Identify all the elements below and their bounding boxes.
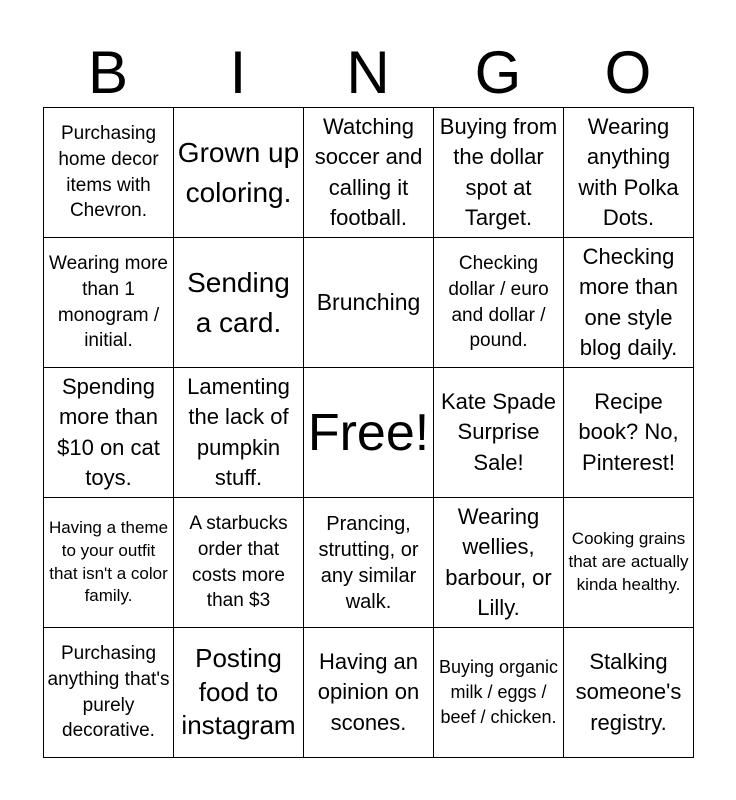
bingo-grid	[43, 107, 694, 758]
cell-text: Purchasing anything that's purely decorative.	[47, 643, 170, 742]
cell-text: Prancing, strutting, or any similar walk.	[318, 512, 419, 613]
bingo-cell[interactable]	[434, 368, 564, 498]
cell-text: Having an opinion on scones.	[317, 648, 420, 735]
cell-text: Cooking grains that are actually kinda healthy.	[568, 529, 689, 594]
cell-text: Grown up coloring.	[177, 137, 300, 208]
bingo-cell[interactable]	[304, 628, 434, 758]
cell-text: A starbucks order that costs more than $3	[189, 513, 288, 612]
cell-text: Checking more than one style blog daily.	[578, 243, 679, 360]
header-letter-b: B	[87, 39, 129, 106]
free-space-text: Free!	[307, 403, 430, 462]
cell-text: Lamenting the lack of pumpkin stuff.	[187, 373, 290, 490]
bingo-cell[interactable]	[174, 238, 304, 368]
cell-text: Brunching	[316, 289, 421, 316]
bingo-cell[interactable]	[44, 368, 174, 498]
cell-text: Posting food to instagram	[181, 642, 296, 741]
cell-text: Wearing anything with Polka Dots.	[578, 113, 679, 230]
bingo-cell[interactable]	[174, 628, 304, 758]
cell-text: Buying from the dollar spot at Target.	[439, 113, 558, 230]
cell-text: Wearing wellies, barbour, or Lilly.	[445, 503, 552, 620]
header-letter-g: G	[474, 39, 522, 106]
bingo-cell[interactable]	[304, 238, 434, 368]
bingo-cell[interactable]	[564, 368, 694, 498]
bingo-cell[interactable]	[434, 238, 564, 368]
bingo-cell[interactable]	[304, 498, 434, 628]
bingo-cell[interactable]	[564, 108, 694, 238]
cell-text: Checking dollar / euro and dollar / pound.	[448, 253, 549, 352]
bingo-cell[interactable]	[304, 108, 434, 238]
bingo-cell[interactable]	[434, 108, 564, 238]
header-letter-n: N	[346, 39, 390, 106]
cell-text: Spending more than $10 on cat toys.	[57, 373, 160, 490]
free-space[interactable]	[304, 368, 434, 498]
cell-text: Wearing more than 1 monogram / initial.	[49, 253, 168, 352]
bingo-cell[interactable]	[434, 498, 564, 628]
bingo-header	[43, 40, 693, 106]
cell-text: Kate Spade Surprise Sale!	[441, 388, 556, 475]
header-letter-i: I	[229, 39, 247, 106]
bingo-cell[interactable]	[174, 368, 304, 498]
bingo-cell[interactable]	[44, 498, 174, 628]
bingo-cell[interactable]	[564, 498, 694, 628]
bingo-cell[interactable]	[564, 628, 694, 758]
bingo-cell[interactable]	[434, 628, 564, 758]
cell-text: Stalking someone's registry.	[575, 648, 682, 735]
bingo-cell[interactable]	[564, 238, 694, 368]
header-letter-o: O	[604, 39, 652, 106]
cell-text: Recipe book? No, Pinterest!	[578, 388, 679, 475]
cell-text: Sending a card.	[187, 267, 290, 338]
cell-text: Purchasing home decor items with Chevron.	[58, 123, 159, 222]
cell-text: Buying organic milk / eggs / beef / chicken.	[438, 656, 559, 728]
bingo-cell[interactable]	[44, 628, 174, 758]
bingo-cell[interactable]	[44, 108, 174, 238]
cell-text: Having a theme to your outfit that isn't a color family.	[48, 517, 169, 606]
bingo-cell[interactable]	[174, 108, 304, 238]
bingo-cell[interactable]	[174, 498, 304, 628]
bingo-cell[interactable]	[44, 238, 174, 368]
cell-text: Watching soccer and calling it football.	[314, 113, 423, 230]
